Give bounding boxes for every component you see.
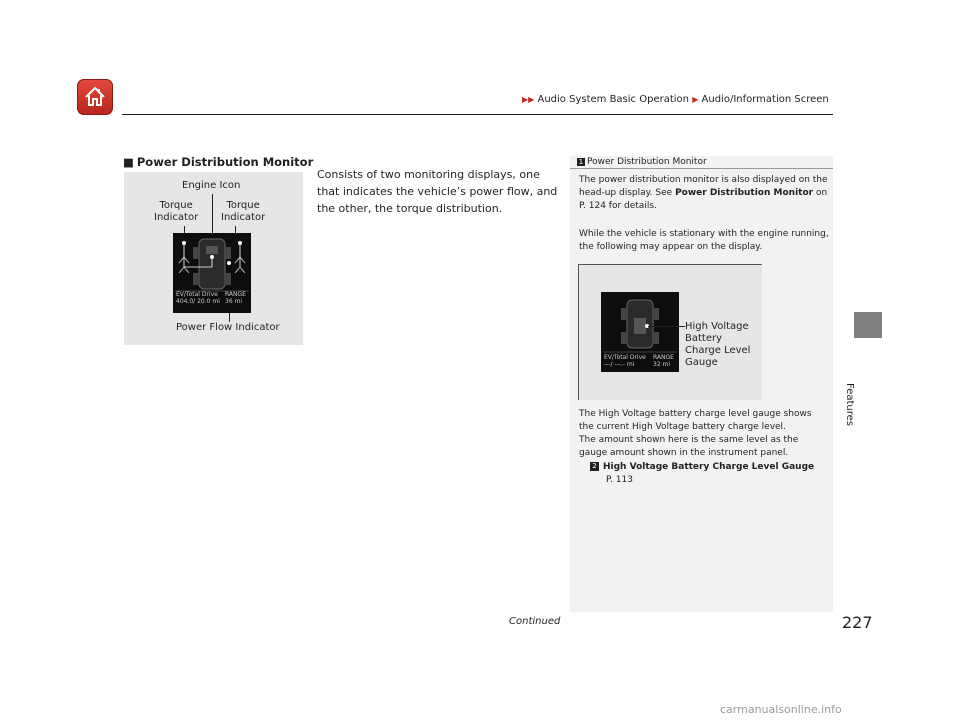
chapter-tab[interactable] bbox=[854, 312, 882, 338]
note-icon: 1 bbox=[578, 158, 584, 166]
battery-gauge-label: High Voltage Battery Charge Level Gauge bbox=[685, 321, 751, 368]
notes-xref-link-hud[interactable]: Power Distribution Monitor bbox=[675, 188, 814, 198]
power-distribution-figure bbox=[124, 172, 303, 345]
battery-monitor-screen bbox=[601, 292, 679, 372]
battery-gauge-leader-line bbox=[648, 326, 685, 327]
power-flow-indicator-label: Power Flow Indicator bbox=[176, 322, 280, 333]
power-monitor-screen bbox=[173, 233, 251, 313]
section-title: ■ Power Distribution Monitor bbox=[123, 155, 314, 169]
screen-range-label: RANGE bbox=[225, 291, 246, 298]
notes-rule bbox=[570, 168, 833, 169]
breadcrumb-arrow-icon: ▶▶ bbox=[522, 95, 535, 104]
engine-icon-label: Engine Icon bbox=[182, 180, 241, 191]
fig-range-label: RANGE bbox=[653, 354, 674, 361]
screen-range-value: 36 mi bbox=[225, 298, 243, 305]
breadcrumb-link-audio-system[interactable]: Audio System Basic Operation bbox=[537, 94, 689, 105]
xref-icon: 2 bbox=[590, 462, 599, 471]
fig-ev-label: EV/Total Drive bbox=[604, 354, 646, 361]
home-icon bbox=[83, 85, 107, 109]
notes-paragraph-2: While the vehicle is stationary with the engine running, the following may appear on the display. bbox=[579, 229, 829, 252]
watermark: carmanualsonline.info bbox=[720, 703, 842, 716]
notes-paragraph-3: The High Voltage battery charge level gauge shows the current High Voltage battery charge level. bbox=[579, 409, 812, 432]
home-button[interactable] bbox=[77, 79, 113, 115]
notes-paragraph-4: The amount shown here is the same level as the gauge amount shown in the instrument panel. bbox=[579, 435, 799, 458]
battery-gauge-figure bbox=[578, 264, 762, 400]
fig-ev-value: ---/ ---.- mi bbox=[604, 361, 635, 368]
breadcrumb-arrow-icon: ▶ bbox=[692, 95, 699, 104]
notes-xref[interactable] bbox=[590, 461, 830, 487]
fig-range-value: 32 mi bbox=[653, 361, 671, 368]
notes-xref-page: P. 113 bbox=[606, 475, 633, 485]
notes-paragraph-1: The power distribution monitor is also displayed on the head-up display. See Power Distribution Monitor on P. 124 for details. bbox=[579, 175, 828, 211]
page-number: 227 bbox=[842, 613, 873, 632]
chapter-tab-label: Features bbox=[844, 383, 855, 426]
breadcrumb bbox=[522, 94, 829, 105]
continued-label: Continued bbox=[509, 616, 561, 627]
body-paragraph: Consists of two monitoring displays, one that indicates the vehicle’s power flow, and the other, the torque distribution. bbox=[317, 168, 558, 215]
torque-indicator-label-right: Torque Indicator bbox=[221, 200, 266, 223]
square-bullet-icon: ■ bbox=[123, 155, 134, 169]
screen-ev-value: 404.0/ 20.0 mi bbox=[176, 298, 220, 305]
screen-ev-label: EV/Total Drive bbox=[176, 291, 218, 298]
torque-indicator-label-left: Torque Indicator bbox=[154, 200, 199, 223]
notes-xref-link-battery[interactable]: High Voltage Battery Charge Level Gauge bbox=[603, 462, 815, 472]
header-rule bbox=[122, 114, 833, 115]
notes-title: 1 Power Distribution Monitor bbox=[578, 157, 707, 167]
breadcrumb-link-audio-info-screen[interactable]: Audio/Information Screen bbox=[701, 94, 829, 105]
notes-sidebar bbox=[570, 156, 833, 612]
